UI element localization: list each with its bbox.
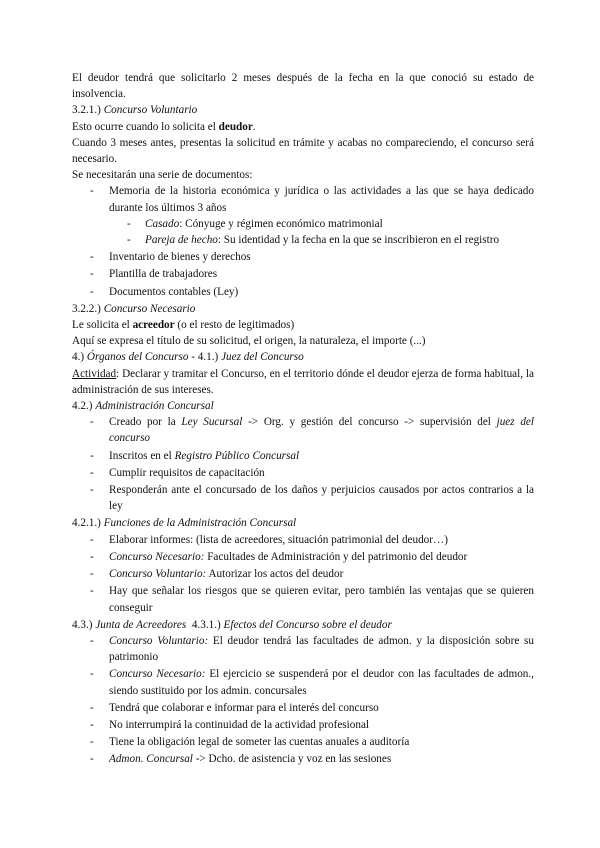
intro-paragraph: El deudor tendrá que solicitarlo 2 meses después de la fecha en la que conoció su estado de insolvencia. (72, 72, 534, 101)
text-run: Inscritos en el (109, 449, 175, 462)
heading-title: Administración Concursal (95, 400, 214, 413)
heading-3-2-1 (72, 102, 534, 118)
paragraph-necesario-2: Aquí se expresa el título de su solicitud, el origen, la naturaleza, el importe (...) (72, 335, 426, 348)
italic-text: Registro Público Concursal (174, 449, 300, 462)
heading-title: Funciones de la Administración Concursal (103, 517, 297, 530)
text-run: (o el resto de legitimados) (174, 319, 295, 332)
bold-deudor: deudor (218, 120, 253, 133)
text-run: Autorizar los actos del deudor (206, 568, 344, 581)
heading-subtitle: Efectos del Concurso sobre el deudor (223, 618, 392, 631)
italic-label: Casado (145, 217, 180, 230)
italic-text: Ley Sucursal (181, 416, 243, 429)
list-item: - Hay que señalar los riesgos que se quieren evitar, pero también las ventajas que se quieren conseguir (72, 583, 534, 615)
list-item: - Tiene la obligación legal de someter las cuentas anuales a auditoría (72, 734, 534, 750)
list-item: - Cumplir requisitos de capacitación (72, 465, 534, 481)
text-run: Esto ocurre cuando lo solicita el (72, 120, 219, 133)
underlined-label: Actividad (72, 367, 117, 380)
paragraph-necesario-1 (72, 317, 534, 333)
heading-number: 4.3.) (72, 618, 96, 631)
paragraph-voluntario-1 (72, 119, 534, 135)
heading-4-2-1 (72, 515, 534, 531)
list-item: - No interrumpirá la continuidad de la actividad profesional (72, 717, 534, 733)
heading-separator: - 4.1.) (188, 351, 222, 364)
heading-number: 4.) (72, 351, 87, 364)
text-run: -> Org. y gestión del concurso -> supervisión del (242, 416, 497, 429)
list-item (72, 448, 534, 464)
list-item: - Elaborar informes: (lista de acreedores, situación patrimonial del deudor…) (72, 532, 534, 548)
italic-text: juez del concurso (109, 416, 534, 445)
heading-4-2 (72, 398, 534, 414)
heading-4 (72, 349, 534, 365)
list-item (72, 666, 534, 698)
list-item: - Plantilla de trabajadores (72, 266, 534, 282)
funciones-list (72, 532, 534, 616)
paragraph-voluntario-3: Se necesitarán una serie de documentos: (72, 169, 253, 182)
heading-number: 4.2.) (72, 400, 96, 413)
bold-acreedor: acreedor (132, 319, 175, 332)
text-run: El ejercicio se suspenderá por el deudor con las facultades de admon., siendo sustituido por los admin. concursales (109, 668, 534, 697)
text-run: Facultades de Administración y del patrimonio del deudor (204, 550, 468, 563)
text-run: : Declarar y tramitar el Concurso, en el territorio dónde el deudor ejerza de forma habitual, la administración de sus intereses. (72, 367, 534, 396)
list-item (72, 414, 534, 446)
text-run: -> Dcho. de asistencia y voz en las sesiones (192, 753, 392, 766)
text-run: El deudor tendrá las facultades de admon. y la disposición sobre su patrimonio (109, 634, 534, 664)
italic-text: Concurso Necesario: (109, 550, 205, 563)
italic-text: Concurso Necesario: (109, 668, 206, 681)
heading-number: 3.2.1.) (72, 104, 104, 117)
heading-number: 3.2.2.) (72, 302, 104, 315)
list-item (72, 633, 534, 665)
text-run: . (252, 120, 256, 133)
sub-list-text: : Su identidad y la fecha en la que se inscribieron en el registro (217, 234, 500, 247)
text-run: Le solicita el (72, 319, 133, 332)
heading-title: Junta de Acreedores (95, 618, 187, 631)
italic-text: Concurso Voluntario: (109, 634, 209, 647)
heading-title: Concurso Voluntario (103, 104, 198, 117)
heading-subtitle: Juez del Concurso (221, 351, 304, 364)
heading-title: Órganos del Concurso (86, 351, 189, 364)
sub-list-item (109, 216, 534, 232)
text-run: Creado por la (109, 416, 182, 429)
list-item: - Responderán ante el concursado de los daños y perjuicios causados por actos contrarios a la ley (72, 482, 534, 514)
italic-text: Admon. Concursal (109, 753, 193, 766)
administracion-list (72, 414, 534, 514)
list-item (72, 751, 534, 767)
list-item (72, 549, 534, 565)
list-item: - Tendrá que colaborar e informar para el interés del concurso (72, 700, 534, 716)
sub-list-text: : Cónyuge y régimen económico matrimonial (179, 217, 383, 230)
heading-3-2-2 (72, 301, 534, 317)
list-item (72, 566, 534, 582)
sub-list-item (109, 232, 534, 248)
italic-label: Pareja de hecho (145, 234, 218, 247)
paragraph-actividad (72, 366, 534, 398)
documents-list (72, 183, 534, 299)
sub-list (109, 216, 534, 248)
list-item: - Documentos contables (Ley) (72, 284, 534, 300)
paragraph-voluntario-2: Cuando 3 meses antes, presentas la solicitud en trámite y acabas no compareciendo, el concurso será necesario. (72, 136, 534, 166)
heading-title: Concurso Necesario (103, 302, 196, 315)
list-item-text: Memoria de la historia económica y jurídica o las actividades a las que se haya dedicado durante los últimos 3 años (109, 185, 534, 214)
list-item: - Inventario de bienes y derechos (72, 249, 534, 265)
italic-text: Concurso Voluntario: (109, 568, 207, 581)
heading-number: 4.2.1.) (72, 517, 104, 530)
heading-4-3 (72, 617, 534, 633)
list-item (72, 183, 534, 248)
efectos-list (72, 633, 534, 768)
heading-separator: 4.3.1.) (186, 618, 224, 631)
